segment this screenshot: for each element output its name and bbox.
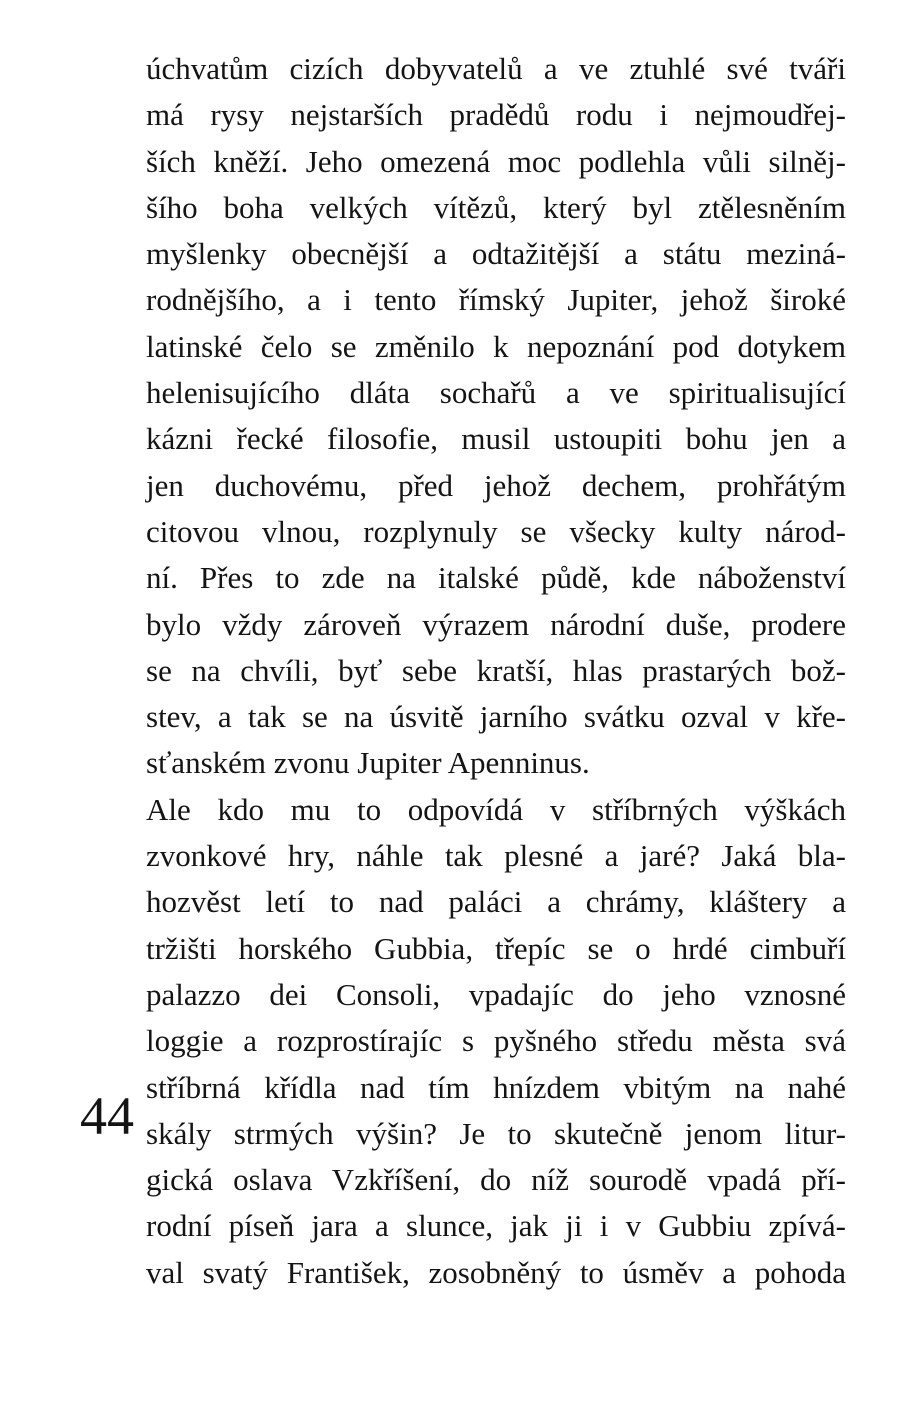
text-line: úchvatům cizích dobyvatelů a ve ztuhlé své tváři <box>146 51 846 86</box>
text-line: se na chvíli, byť sebe kratší, hlas prastarých bož- <box>146 652 846 688</box>
text-line: palazzo dei Consoli, vpadajíc do jeho vznosné <box>146 976 846 1012</box>
text-line: Ale kdo mu to odpovídá v stříbrných výškách <box>146 791 846 827</box>
text-line: citovou vlnou, rozplynuly se všecky kulty národ- <box>146 513 846 549</box>
page-number: 44 <box>80 1086 134 1146</box>
text-line: skály strmých výšin? Je to skutečně jenom litur- <box>146 1115 846 1151</box>
text-line: gická oslava Vzkříšení, do níž sourodě vpadá pří- <box>146 1162 846 1198</box>
text-line: tržišti horského Gubbia, třepíc se o hrdé cimbuří <box>146 930 846 966</box>
text-line: rodní píseň jara a slunce, jak ji i v Gubbiu zpívá- <box>146 1208 846 1244</box>
text-line: ších kněží. Jeho omezená moc podlehla vůli silněj- <box>146 143 846 179</box>
text-line: stev, a tak se na úsvitě jarního svátku ozval v kře- <box>146 699 846 735</box>
text-line: zvonkové hry, náhle tak plesné a jaré? Jaká bla- <box>146 838 846 874</box>
text-line: šího boha velkých vítězů, který byl ztělesněním <box>146 189 846 225</box>
text-line: stříbrná křídla nad tím hnízdem vbitým na nahé <box>146 1069 846 1105</box>
text-line: myšlenky obecnější a odtažitější a státu meziná- <box>146 236 846 272</box>
text-line: sťanském zvonu Jupiter Apenninus. <box>146 745 590 781</box>
text-line: má rysy nejstarších pradědů rodu i nejmoudřej- <box>146 97 846 133</box>
text-line: loggie a rozprostírajíc s pyšného středu města svá <box>146 1023 846 1059</box>
text-line: bylo vždy zároveň výrazem národní duše, prodere <box>146 606 846 642</box>
text-line: hozvěst letí to nad paláci a chrámy, kláštery a <box>146 884 846 920</box>
text-line: helenisujícího dláta sochařů a ve spiritualisující <box>146 375 846 411</box>
text-line: ní. Přes to zde na italské půdě, kde náboženství <box>146 560 846 596</box>
text-line: rodnějšího, a i tento římský Jupiter, jehož široké <box>146 282 846 318</box>
body-text <box>146 46 846 1296</box>
text-line: val svatý František, zosobněný to úsměv a pohoda <box>146 1254 846 1290</box>
text-line: kázni řecké filosofie, musil ustoupiti bohu jen a <box>146 421 846 457</box>
text-line: latinské čelo se změnilo k nepoznání pod dotykem <box>146 328 846 364</box>
text-line: jen duchovému, před jehož dechem, prohřátým <box>146 467 846 503</box>
